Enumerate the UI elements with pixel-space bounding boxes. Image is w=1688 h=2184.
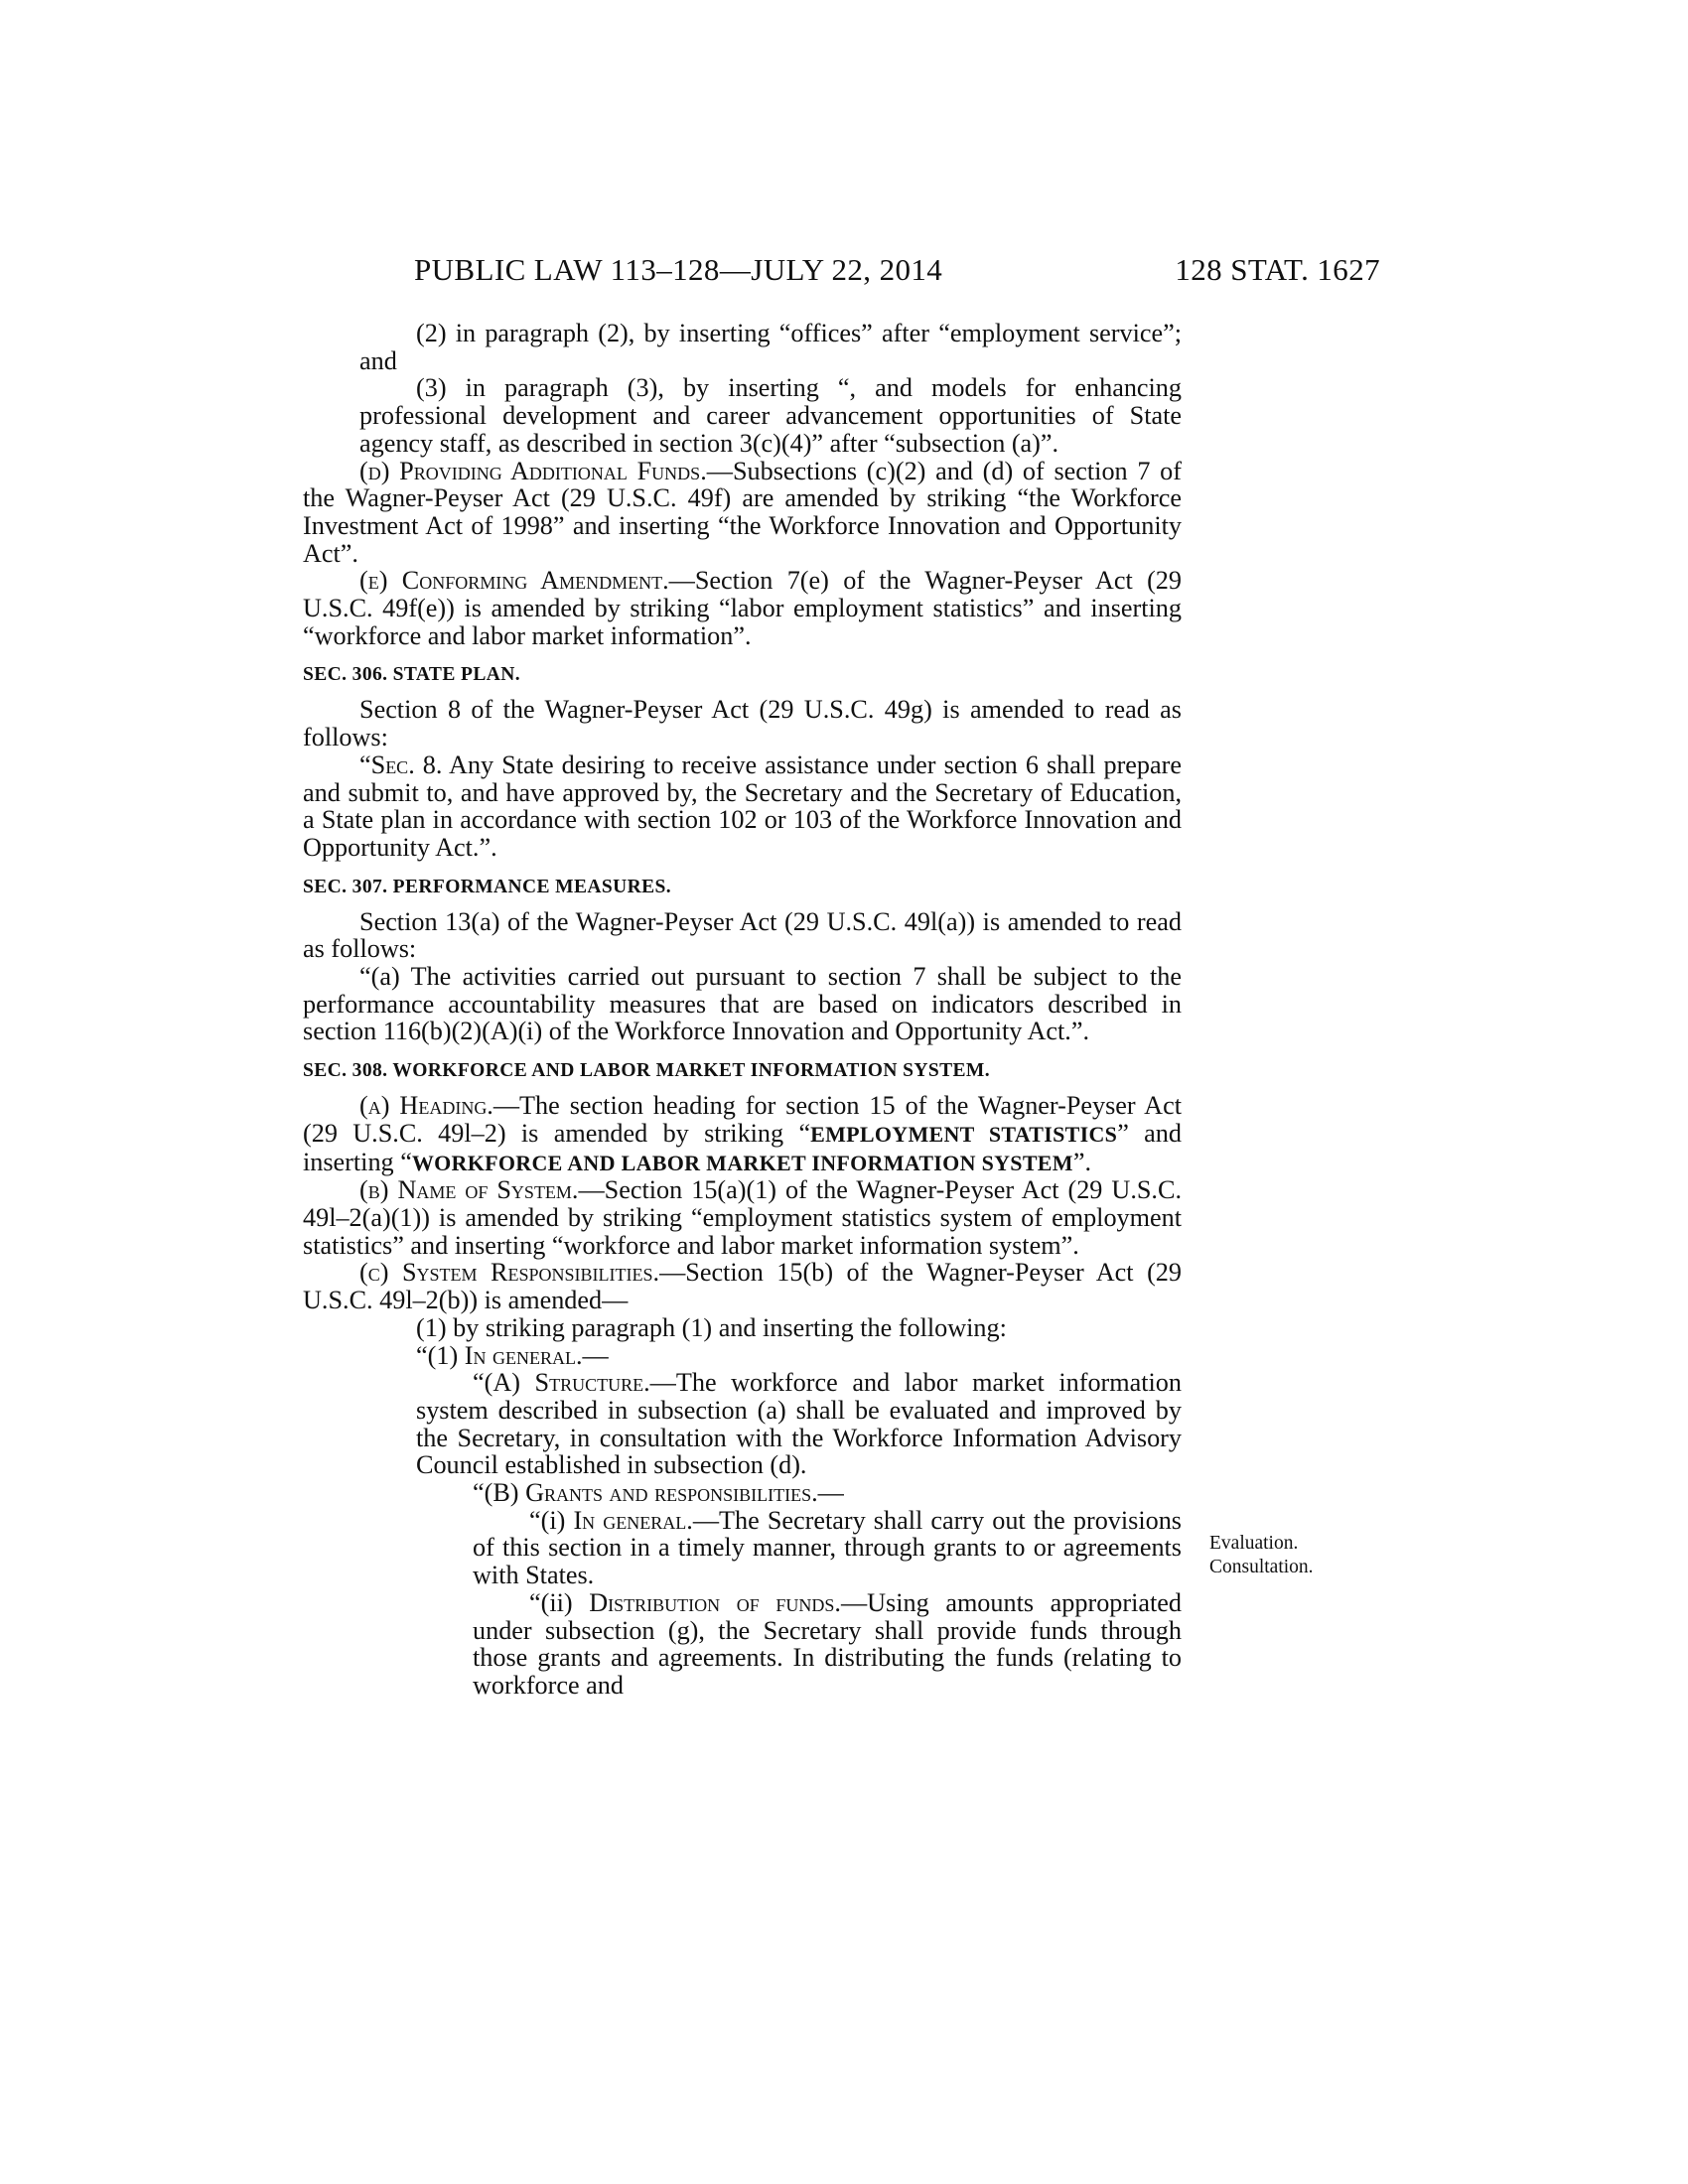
paragraph: (c) System Responsibilities.—Section 15(b) of the Wagner-Peyser Act (29 U.S.C. 49l–2(b)) is amended— [303,1258,1182,1315]
subsection-heading: In general. [464,1340,583,1370]
section-heading: SEC. 308. WORKFORCE AND LABOR MARKET INFORMATION SYSTEM. [303,1060,990,1082]
subsection-heading: (c) System Responsibilities. [359,1258,660,1288]
body-text [303,320,1182,1700]
subsection-heading: (e) Conforming Amendment. [359,566,669,596]
margin-note-evaluation: Evaluation. [1209,1533,1299,1554]
paragraph: “Sec. 8. Any State desiring to receive assistance under section 6 shall prepare and submit to, and have approved by, the Secretary and the Secretary of Education, a State plan in accordance with section 102 or 103 of the Workforce Innovation and Opportunity Act.”. [303,750,1182,862]
paragraph: (b) Name of System.—Section 15(a)(1) of the Wagner-Peyser Act (29 U.S.C. 49l–2(a)(1)) is amended by striking “employment statistics system of employment statistics” and inserting “workforce and labor market information system”. [303,1175,1182,1260]
section-heading: SEC. 306. STATE PLAN. [303,664,520,686]
stat-page-number: 128 STAT. 1627 [1175,252,1380,287]
margin-note-consultation: Consultation. [1209,1557,1314,1577]
subsection-heading: Distribution of funds. [589,1587,841,1617]
subsection-heading: (d) Providing Additional Funds. [359,456,707,485]
subsection-heading: Grants and responsibilities. [525,1478,818,1508]
subsection-heading: In general. [573,1505,693,1535]
running-title: PUBLIC LAW 113–128—JULY 22, 2014 [414,252,943,287]
paragraph: “(A) Structure.—The workforce and labor market information system described in subsection (a) shall be evaluated and improved by the Secretary, in consultation with the Workforce Information Advisory Council established in subsection (d). [416,1368,1182,1480]
paragraph: (d) Providing Additional Funds.—Subsections (c)(2) and (d) of section 7 of the Wagner-Peyser Act (29 U.S.C. 49f) are amended by striking “the Workforce Investment Act of 1998” and inserting “the Workforce Innovation and Opportunity Act”. [303,456,1182,568]
paragraph: (1) by striking paragraph (1) and inserting the following: [416,1312,1007,1342]
paragraph: Section 8 of the Wagner-Peyser Act (29 U.S.C. 49g) is amended to read as follows: [303,695,1182,752]
subsection-heading: Structure. [534,1368,650,1398]
section-heading: SEC. 307. PERFORMANCE MEASURES. [303,876,672,897]
paragraph: (a) Heading.—The section heading for section 15 of the Wagner-Peyser Act (29 U.S.C. 49l–2) is amended by striking “EMPLOYMENT STATISTICS” and inserting “WORKFORCE AND LABOR MARKET INFORMATION SYSTEM”. [303,1091,1182,1176]
paragraph: Section 13(a) of the Wagner-Peyser Act (29 U.S.C. 49l(a)) is amended to read as follows: [303,906,1182,964]
subsection-heading: (b) Name of System. [359,1175,579,1205]
subsection-heading: (a) Heading. [359,1091,493,1121]
page-header [303,252,1380,292]
subsection-heading: Sec. 8. [370,750,443,779]
paragraph: “(i) In general.—The Secretary shall carry out the provisions of this section in a timely manner, through grants to or agreements with States. [473,1505,1182,1590]
paragraph: “(B) Grants and responsibilities.— [473,1478,844,1508]
margin-notes [1209,1532,1314,1579]
paragraph: “(1) In general.— [416,1340,609,1370]
paragraph: (2) in paragraph (2), by inserting “offices” after “employment service”; and [359,319,1182,375]
paragraph: (3) in paragraph (3), by inserting “, and models for enhancing professional development and career advancement opportunities of State agency staff, as described in section 3(c)(4)” after “subsection (a)”. [359,373,1182,458]
paragraph: “(a) The activities carried out pursuant to section 7 shall be subject to the performance accountability measures that are based on indicators described in section 116(b)(2)(A)(i) of the Workforce Innovation and Opportunity Act.”. [303,962,1182,1046]
paragraph: “(ii) Distribution of funds.—Using amounts appropriated under subsection (g), the Secretary shall provide funds through those grants and agreements. In distributing the funds (relating to workforce and [473,1587,1183,1700]
paragraph: (e) Conforming Amendment.—Section 7(e) of the Wagner-Peyser Act (29 U.S.C. 49f(e)) is amended by striking “labor employment statistics” and inserting “workforce and labor market information”. [303,566,1182,650]
